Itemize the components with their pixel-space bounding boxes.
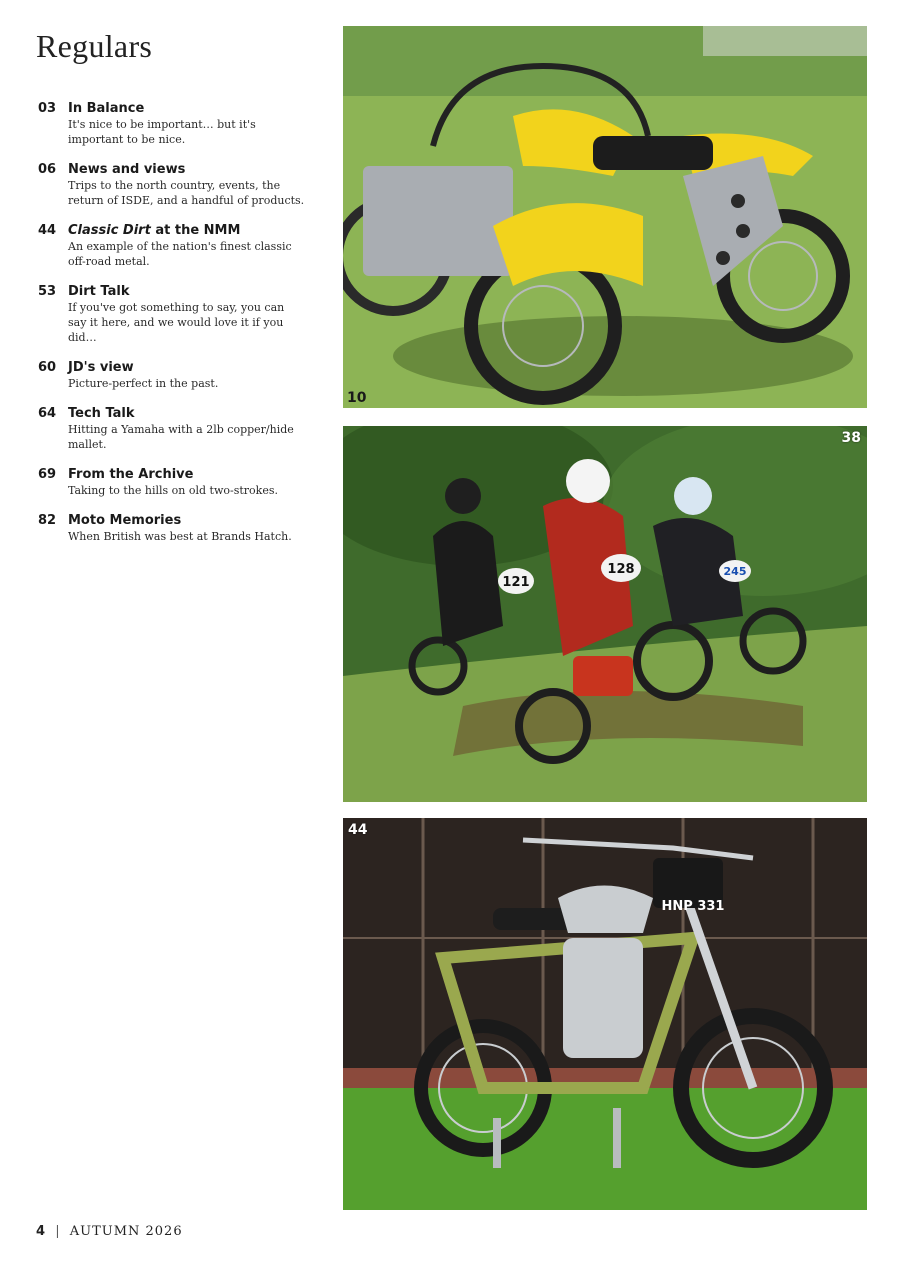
riders-illustration [343, 426, 867, 802]
entry-description: An example of the nation's finest classic off-road metal. [68, 240, 292, 268]
fuel-tank [558, 886, 653, 934]
contents-entry[interactable] [38, 283, 306, 345]
contents-list [38, 100, 306, 558]
entry-title [68, 222, 306, 239]
photo-sidecar[interactable] [343, 26, 867, 408]
entry-page-number: 44 [38, 223, 57, 238]
sidecar-illustration [343, 26, 867, 408]
entry-title: Tech Talk [68, 406, 135, 421]
plate-number: 121 [502, 575, 530, 590]
photo-trials-bike[interactable] [343, 818, 867, 1210]
red-bike-tank [573, 656, 633, 696]
shadow [393, 316, 853, 396]
entry-title: Moto Memories [68, 513, 182, 528]
entry-page-number: 06 [38, 162, 57, 177]
entry-title: Dirt Talk [68, 284, 130, 299]
contents-entry[interactable] [38, 100, 306, 147]
entry-title: From the Archive [68, 467, 194, 482]
entry-description: It's nice to be important… but it's important to be nice. [68, 118, 256, 146]
entry-page-number: 53 [38, 284, 57, 299]
contents-entry[interactable] [38, 359, 306, 391]
seat [593, 136, 713, 170]
page-footer [36, 1224, 183, 1239]
entry-description: Trips to the north country, events, the return of ISDE, and a handful of products. [68, 179, 305, 207]
photo-page-number: 38 [841, 430, 861, 446]
entry-description: When British was best at Brands Hatch. [68, 530, 292, 543]
entry-description: Hitting a Yamaha with a 2lb copper/hide mallet. [68, 423, 294, 451]
entry-title: News and views [68, 162, 186, 177]
contents-entry[interactable] [38, 161, 306, 208]
stand [493, 1118, 501, 1168]
entry-title-italic: Classic Dirt [68, 223, 151, 238]
entry-page-number: 69 [38, 467, 57, 482]
entry-title: In Balance [68, 101, 145, 116]
photo-page-number: 44 [348, 822, 368, 838]
plate-number: 245 [723, 565, 747, 578]
plate-number: 128 [607, 562, 635, 577]
section-title: Regulars [36, 28, 153, 64]
photo-page-number: 10 [347, 390, 367, 406]
rider-left [433, 521, 503, 646]
trials-bike-illustration [343, 818, 867, 1210]
fence [703, 26, 867, 56]
entry-page-number: 82 [38, 513, 57, 528]
contents-entry[interactable] [38, 405, 306, 452]
contents-entry[interactable] [38, 222, 306, 269]
footer-issue: AUTUMN 2026 [69, 1224, 183, 1239]
entry-description: Taking to the hills on old two-strokes. [68, 484, 278, 497]
photo-riders[interactable] [343, 426, 867, 802]
contents-entry[interactable] [38, 466, 306, 498]
registration-plate: HNP 331 [661, 899, 725, 914]
entry-page-number: 03 [38, 101, 57, 116]
entry-title: JD's view [68, 360, 134, 375]
entry-description: If you've got something to say, you can say it here, and we would love it if you did… [68, 301, 285, 344]
entry-page-number: 64 [38, 406, 57, 421]
contents-entry[interactable] [38, 512, 306, 544]
sidecar-body [363, 166, 513, 276]
entry-page-number: 60 [38, 360, 57, 375]
entry-title-rest: at the NMM [150, 223, 241, 238]
entry-description: Picture-perfect in the past. [68, 377, 219, 390]
footer-separator: | [55, 1224, 60, 1239]
footer-page-number: 4 [36, 1224, 46, 1239]
seat [493, 908, 573, 930]
engine [563, 938, 643, 1058]
